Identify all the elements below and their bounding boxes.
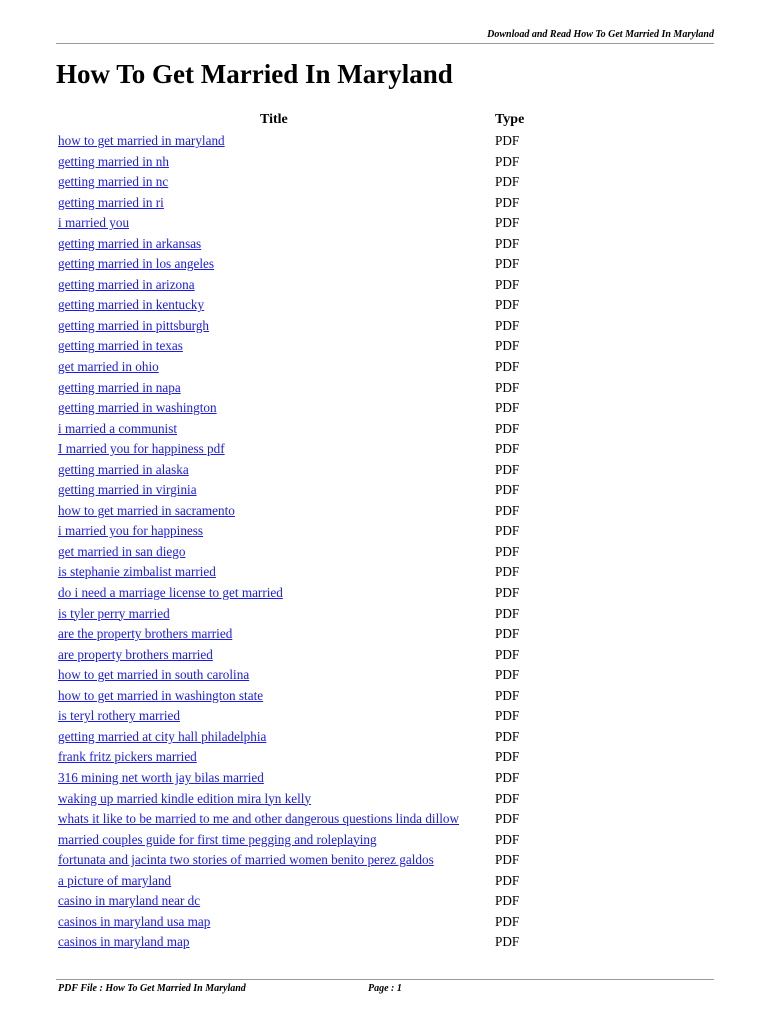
document-title-link[interactable]: fortunata and jacinta two stories of married women benito perez galdos [58, 852, 434, 868]
document-title-link[interactable]: i married a communist [58, 420, 178, 436]
table-row [58, 357, 718, 378]
table-row [58, 665, 718, 686]
table-row [58, 583, 718, 604]
document-type-label: PDF [495, 605, 520, 621]
document-type-label: PDF [495, 317, 520, 333]
document-type-label: PDF [495, 461, 520, 477]
table-row [58, 747, 718, 768]
document-type-label: PDF [495, 174, 520, 190]
document-type-label: PDF [495, 256, 520, 272]
document-type-label: PDF [495, 934, 520, 950]
column-header-type: Type [495, 112, 525, 127]
document-type-label: PDF [495, 708, 520, 724]
table-row [58, 789, 718, 810]
document-title-link[interactable]: frank fritz pickers married [58, 749, 197, 765]
table-row [58, 131, 718, 152]
table-row [58, 521, 718, 542]
document-title-link[interactable]: getting married in ri [58, 194, 164, 210]
document-type-label: PDF [495, 502, 520, 518]
table-row [58, 193, 718, 214]
document-type-label: PDF [495, 667, 520, 683]
document-title-link[interactable]: casino in maryland near dc [58, 893, 201, 909]
table-row [58, 706, 718, 727]
table-row [58, 419, 718, 440]
document-type-label: PDF [495, 913, 520, 929]
document-type-label: PDF [495, 420, 520, 436]
document-type-label: PDF [495, 338, 520, 354]
table-row [58, 871, 718, 892]
footer-page-number: Page : 1 [368, 983, 402, 994]
document-title-link[interactable]: getting married in nc [58, 174, 169, 190]
document-title-link[interactable]: getting married in alaska [58, 461, 189, 477]
document-type-label: PDF [495, 728, 520, 744]
document-title-link[interactable]: are the property brothers married [58, 626, 233, 642]
document-title-link[interactable]: getting married in texas [58, 338, 183, 354]
page-header-text: Download and Read How To Get Married In Maryland [487, 29, 714, 40]
document-title-link[interactable]: are property brothers married [58, 646, 213, 662]
document-title-link[interactable]: getting married in nh [58, 153, 169, 169]
document-type-label: PDF [495, 482, 520, 498]
document-title-link[interactable]: casinos in maryland usa map [58, 913, 211, 929]
table-row [58, 645, 718, 666]
document-title-link[interactable]: do i need a marriage license to get married [58, 585, 283, 601]
table-row [58, 604, 718, 625]
table-row [58, 234, 718, 255]
document-title-link[interactable]: getting married at city hall philadelphia [58, 728, 267, 744]
table-row [58, 727, 718, 748]
document-title-link[interactable]: how to get married in maryland [58, 133, 225, 148]
document-title-link[interactable]: getting married in arkansas [58, 235, 202, 251]
document-title-link[interactable]: a picture of maryland [58, 872, 172, 888]
document-title-link[interactable]: getting married in napa [58, 379, 181, 395]
table-row [58, 501, 718, 522]
table-row [58, 912, 718, 933]
table-row [58, 562, 718, 583]
table-row [58, 932, 718, 953]
document-title-link[interactable]: how to get married in sacramento [58, 502, 235, 518]
document-title-link[interactable]: get married in ohio [58, 359, 159, 375]
table-row [58, 378, 718, 399]
table-row [58, 275, 718, 296]
document-type-label: PDF [495, 626, 520, 642]
table-row [58, 830, 718, 851]
table-row [58, 213, 718, 234]
document-type-label: PDF [495, 379, 520, 395]
document-type-label: PDF [495, 852, 520, 868]
document-list [58, 131, 718, 953]
document-type-label: PDF [495, 646, 520, 662]
document-title-link[interactable]: whats it like to be married to me and other dangerous questions linda dillow [58, 811, 460, 827]
document-type-label: PDF [495, 564, 520, 580]
document-type-label: PDF [495, 585, 520, 601]
table-row [58, 295, 718, 316]
document-type-label: PDF [495, 749, 520, 765]
table-row [58, 686, 718, 707]
document-type-label: PDF [495, 872, 520, 888]
table-row [58, 850, 718, 871]
document-type-label: PDF [495, 769, 520, 785]
document-type-label: PDF [495, 831, 520, 847]
header-divider [56, 43, 714, 44]
document-title-link[interactable]: how to get married in south carolina [58, 667, 250, 683]
document-type-label: PDF [495, 133, 520, 148]
document-title-link[interactable]: casinos in maryland map [58, 934, 190, 950]
table-row [58, 460, 718, 481]
table-row [58, 891, 718, 912]
document-type-label: PDF [495, 400, 520, 416]
table-row [58, 152, 718, 173]
table-row [58, 768, 718, 789]
document-type-label: PDF [495, 235, 520, 251]
document-title: How To Get Married In Maryland [56, 59, 453, 89]
table-row [58, 316, 718, 337]
table-row [58, 542, 718, 563]
document-type-label: PDF [495, 297, 520, 313]
document-title-link[interactable]: married couples guide for first time pegging and roleplaying [58, 831, 377, 847]
table-row [58, 624, 718, 645]
document-title-link[interactable]: getting married in virginia [58, 482, 197, 498]
document-title-link[interactable]: is tyler perry married [58, 605, 170, 621]
table-row [58, 336, 718, 357]
document-title-link[interactable]: 316 mining net worth jay bilas married [58, 769, 264, 785]
document-title-link[interactable]: getting married in arizona [58, 276, 195, 292]
column-header-title: Title [260, 112, 288, 127]
document-title-link[interactable]: i married you for happiness [58, 523, 204, 539]
document-title-link[interactable]: how to get married in washington state [58, 687, 264, 703]
footer-file-label: PDF File : How To Get Married In Maryland [58, 983, 246, 994]
document-type-label: PDF [495, 276, 520, 292]
table-row [58, 439, 718, 460]
document-type-label: PDF [495, 893, 520, 909]
document-type-label: PDF [495, 153, 520, 169]
table-row [58, 254, 718, 275]
table-row [58, 809, 718, 830]
document-title-link[interactable]: getting married in washington [58, 400, 217, 416]
document-type-label: PDF [495, 215, 520, 231]
document-title-link[interactable]: I married you for happiness pdf [58, 441, 225, 457]
document-type-label: PDF [495, 523, 520, 539]
table-row [58, 172, 718, 193]
document-type-label: PDF [495, 359, 520, 375]
document-type-label: PDF [495, 811, 520, 827]
document-title-link[interactable]: is teryl rothery married [58, 708, 180, 724]
document-type-label: PDF [495, 790, 520, 806]
table-row [58, 398, 718, 419]
document-title-link[interactable]: get married in san diego [58, 543, 186, 559]
document-type-label: PDF [495, 687, 520, 703]
document-title-link[interactable]: waking up married kindle edition mira lyn kelly [58, 790, 312, 806]
footer-divider [56, 979, 714, 980]
document-title-link[interactable]: getting married in los angeles [58, 256, 215, 272]
table-row [58, 480, 718, 501]
document-type-label: PDF [495, 441, 520, 457]
document-title-link[interactable]: getting married in kentucky [58, 297, 205, 313]
document-title-link[interactable]: i married you [58, 215, 130, 231]
document-type-label: PDF [495, 543, 520, 559]
document-type-label: PDF [495, 194, 520, 210]
document-title-link[interactable]: is stephanie zimbalist married [58, 564, 216, 580]
document-title-link[interactable]: getting married in pittsburgh [58, 317, 210, 333]
